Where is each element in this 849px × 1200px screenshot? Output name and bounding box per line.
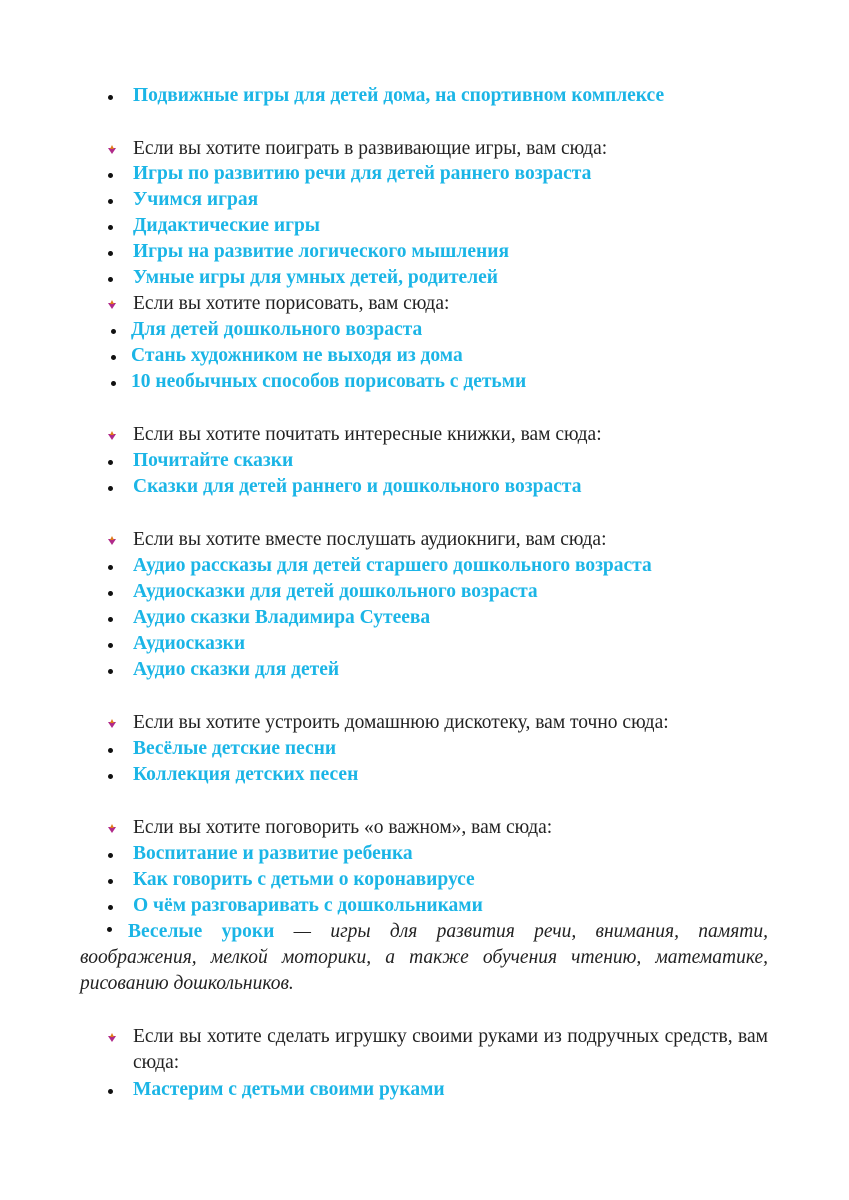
intro-text: Если вы хотите порисовать, вам сюда: [133,293,450,314]
bullet-icon [111,355,116,360]
link-unusual-drawing[interactable]: 10 необычных способов порисовать с детьми [131,371,527,392]
link-speech-games[interactable]: Игры по развитию речи для детей раннего возраста [133,163,592,184]
link-preschool-drawing[interactable]: Для детей дошкольного возраста [131,319,423,340]
link-crafts[interactable]: Мастерим с детьми своими руками [133,1079,445,1100]
link-learn-playing[interactable]: Учимся играя [133,189,259,210]
link-tales-early-age[interactable]: Сказки для детей раннего и дошкольного возраста [133,476,582,497]
arrow-down-icon [106,299,118,311]
link-read-tales[interactable]: Почитайте сказки [133,450,294,471]
bullet-icon [108,591,113,596]
bullet-icon [108,277,113,282]
bullet-icon [108,617,113,622]
bullet-icon [108,460,113,465]
link-audio-tales-kids[interactable]: Аудио сказки для детей [133,659,340,680]
bullet-icon [108,199,113,204]
bullet-icon [108,95,113,100]
intro-text: Если вы хотите почитать интересные книжки, вам сюда: [133,424,602,445]
link-didactic-games[interactable]: Дидактические игры [133,215,321,236]
link-outdoor-games[interactable]: Подвижные игры для детей дома, на спортивном комплексе [133,85,665,106]
link-fun-songs[interactable]: Весёлые детские песни [133,738,337,759]
bullet-icon [108,774,113,779]
bullet-icon [108,748,113,753]
link-audio-tales-preschool[interactable]: Аудиосказки для детей дошкольного возраста [133,581,538,602]
bullet-icon [108,251,113,256]
intro-text: Если вы хотите вместе послушать аудиокниги, вам сюда: [133,529,607,550]
intro-text: Если вы хотите устроить домашнюю дискотеку, вам точно сюда: [133,712,669,733]
bullet-icon [111,381,116,386]
link-logic-games[interactable]: Игры на развитие логического мышления [133,241,510,262]
bullet-icon [108,669,113,674]
link-smart-games[interactable]: Умные игры для умных детей, родителей [133,267,499,288]
link-coronavirus-talk[interactable]: Как говорить с детьми о коронавирусе [133,869,475,890]
link-audio-tales[interactable]: Аудиосказки [133,633,246,654]
bullet-icon [108,486,113,491]
intro-text: Если вы хотите поговорить «о важном», вам сюда: [133,817,553,838]
bullet-icon [108,173,113,178]
arrow-down-icon [106,718,118,730]
intro-text: Если вы хотите сделать игрушку своими руками из подручных средств, вам сюда: [133,1026,768,1073]
fun-lessons-description: — игры для развития речи, внимания, памяти, воображения, мелкой моторики, а также обучения чтению, математике, рисованию дошкольников. [80,921,768,994]
bullet-icon [107,927,112,932]
arrow-down-icon [106,823,118,835]
link-talk-preschoolers[interactable]: О чём разговаривать с дошкольниками [133,895,483,916]
list-item-fun-lessons [80,919,768,997]
arrow-down-icon [106,430,118,442]
bullet-icon [108,225,113,230]
bullet-icon [108,1089,113,1094]
link-songs-collection[interactable]: Коллекция детских песен [133,764,359,785]
intro-text: Если вы хотите поиграть в развивающие игры, вам сюда: [133,138,608,159]
arrow-down-icon [106,144,118,156]
bullet-icon [108,643,113,648]
link-upbringing[interactable]: Воспитание и развитие ребенка [133,843,413,864]
link-fun-lessons[interactable]: Веселые уроки [128,921,275,942]
bullet-icon [108,565,113,570]
bullet-icon [111,329,116,334]
bullet-icon [108,905,113,910]
link-become-artist[interactable]: Стань художником не выходя из дома [131,345,463,366]
bullet-icon [108,853,113,858]
link-suteev-tales[interactable]: Аудио сказки Владимира Сутеева [133,607,431,628]
bullet-icon [108,879,113,884]
arrow-down-icon [106,1032,118,1044]
arrow-down-icon [106,535,118,547]
link-audio-stories[interactable]: Аудио рассказы для детей старшего дошкольного возраста [133,555,652,576]
